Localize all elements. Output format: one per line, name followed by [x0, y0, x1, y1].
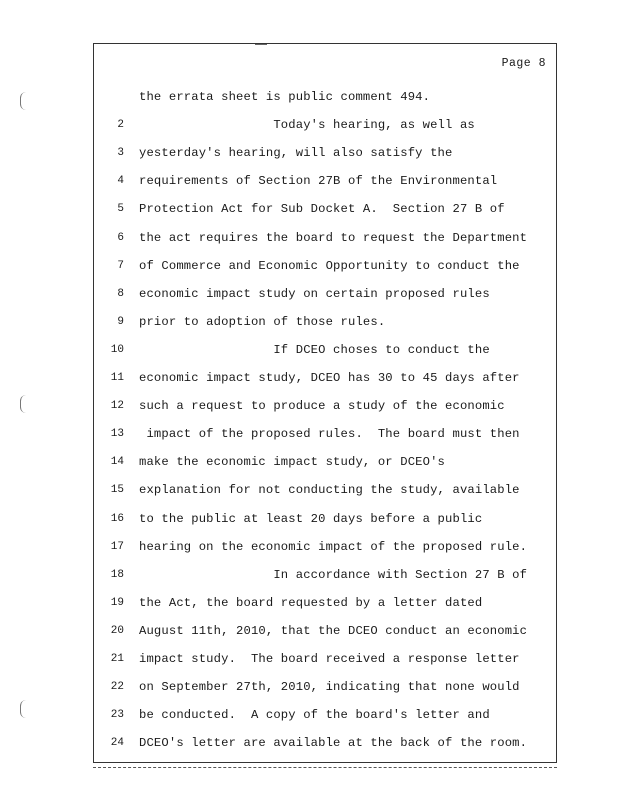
transcript-line: prior to adoption of those rules. [139, 314, 386, 329]
line-number: 10 [110, 343, 124, 356]
line-number: 15 [110, 484, 124, 497]
transcript-line: economic impact study, DCEO has 30 to 45 days after [139, 371, 520, 385]
transcript-line: Today's hearing, as well as [139, 118, 475, 133]
transcript-line: such a request to produce a study of the economic [139, 399, 505, 414]
transcript-line: the act requires the board to request the Department [139, 230, 528, 245]
line-number: 24 [110, 737, 124, 750]
line-number: 3 [117, 147, 124, 160]
line-number: 6 [117, 231, 124, 244]
transcript-line: hearing on the economic impact of the proposed rule. [139, 539, 528, 554]
transcript-line: requirements of Section 27B of the Environmental [139, 174, 498, 189]
binder-hole-mark-middle [20, 395, 29, 413]
line-number: 9 [117, 315, 124, 328]
transcript-line: impact of the proposed rules. The board must then [139, 427, 520, 442]
line-number: 14 [110, 456, 124, 469]
transcript-line: be conducted. A copy of the board's letter and [139, 708, 490, 723]
line-number: 16 [110, 512, 124, 525]
transcript-line: yesterday's hearing, will also satisfy the [139, 146, 453, 161]
line-number: 13 [110, 428, 124, 441]
transcript-line: economic impact study on certain proposed rules [139, 286, 490, 301]
line-number: 8 [117, 287, 124, 300]
transcript-line: DCEO's letter are available at the back of the room. [139, 736, 528, 751]
line-number: 12 [110, 400, 124, 413]
line-number: 7 [117, 259, 124, 272]
transcript-page [93, 43, 557, 763]
line-number: 17 [110, 540, 124, 553]
line-number: 19 [110, 596, 124, 609]
binder-hole-mark-top [20, 92, 29, 110]
transcript-line: Protection Act for Sub Docket A. Section 27 B of [139, 202, 505, 217]
page-number: Page 8 [501, 57, 546, 70]
transcript-line: explanation for not conducting the study, available [139, 483, 520, 498]
transcript-line: August 11th, 2010, that the DCEO conduct an economic [139, 623, 528, 638]
transcript-line: on September 27th, 2010, indicating that none would [139, 680, 520, 695]
transcript-line: In accordance with Section 27 B of [139, 567, 528, 582]
line-number: 2 [117, 119, 124, 132]
transcript-line: of Commerce and Economic Opportunity to conduct the [139, 258, 520, 273]
transcript-line: make the economic impact study, or DCEO's [139, 455, 446, 470]
line-number: 5 [117, 203, 124, 216]
line-number: 20 [110, 624, 124, 637]
transcript-line: the Act, the board requested by a letter dated [139, 595, 483, 610]
transcript-line: to the public at least 20 days before a public [139, 511, 483, 526]
binder-hole-mark-bottom [20, 700, 29, 718]
line-number: 18 [110, 568, 124, 581]
line-number: 11 [110, 372, 124, 384]
line-number: 21 [110, 653, 124, 665]
line-number: 23 [110, 709, 124, 722]
transcript-line: impact study. The board received a response letter [139, 652, 520, 666]
line-number: 4 [117, 175, 124, 188]
transcript-line: If DCEO choses to conduct the [139, 342, 490, 357]
line-number: 22 [110, 681, 124, 694]
transcript-line: the errata sheet is public comment 494. [139, 90, 431, 104]
